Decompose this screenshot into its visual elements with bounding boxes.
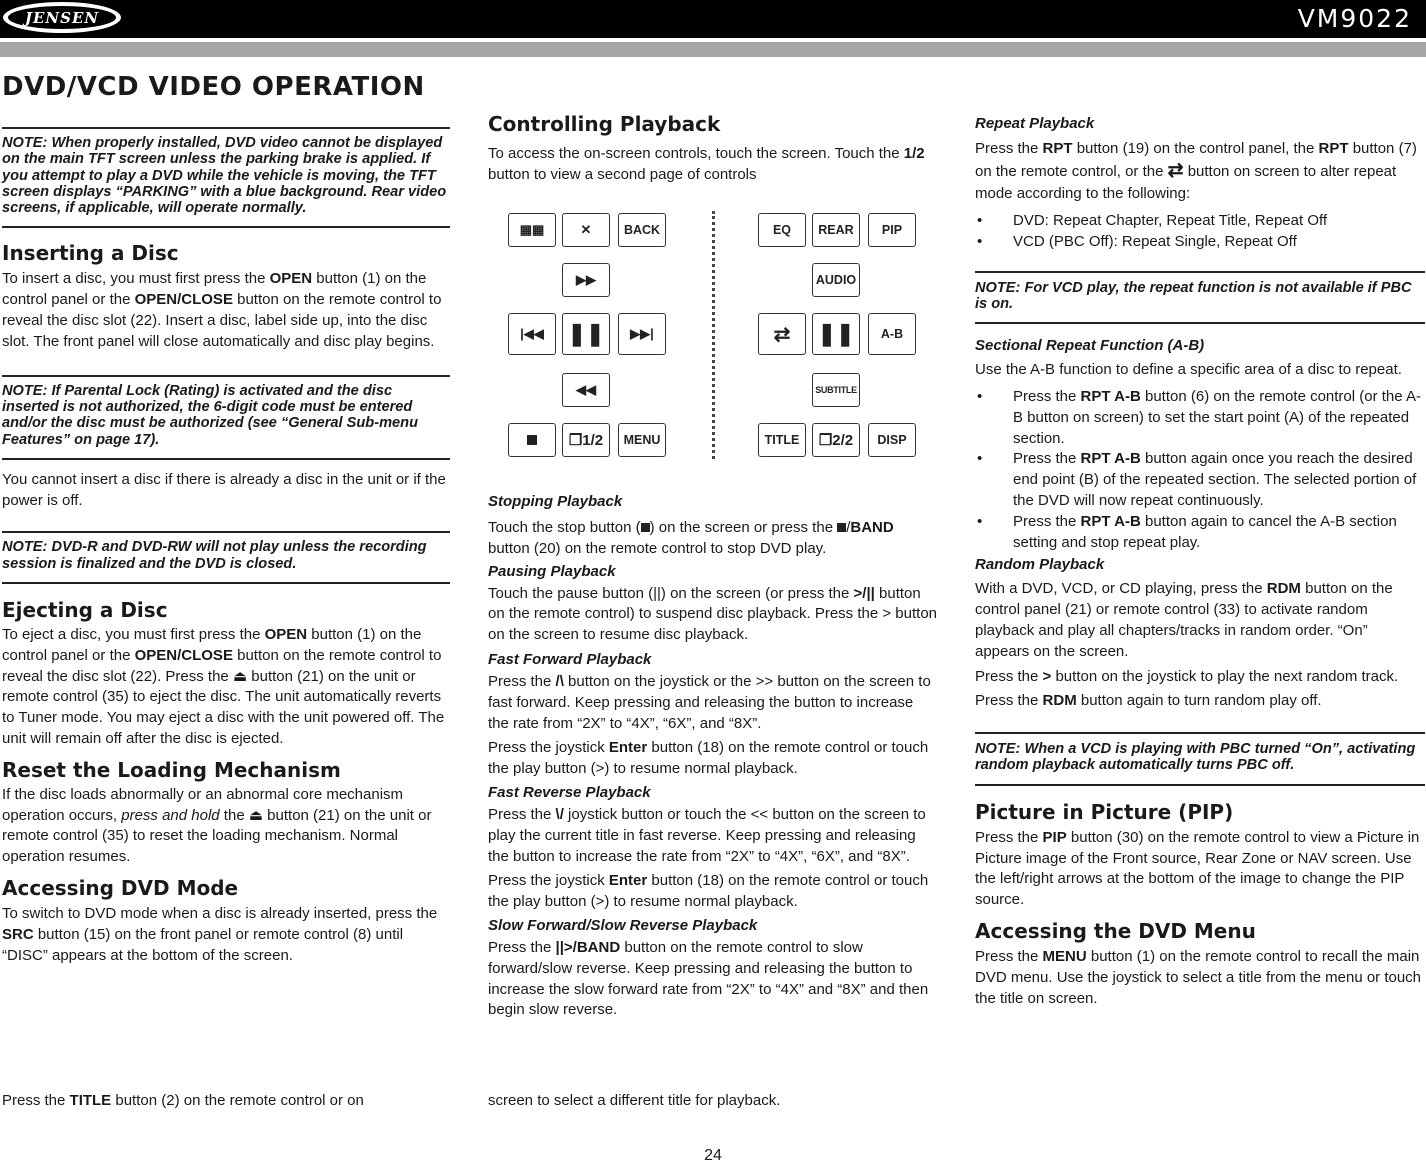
- heading-access-dvd: Accessing DVD Mode: [2, 876, 239, 901]
- cannot-insert-text: You cannot insert a disc if there is already a disc in the unit or if the power is off.: [2, 470, 446, 509]
- fast-forward-resume-text: Press the joystick Enter button (18) on the remote control or touch the play button (>) to resume normal playback.: [488, 739, 929, 778]
- next-icon: ▶▶|: [630, 326, 654, 341]
- col2-bottom-text: screen to select a different title for playback.: [488, 1092, 781, 1109]
- heading-slow: Slow Forward/Slow Reverse Playback: [488, 916, 758, 934]
- page-title: DVD/VCD VIDEO OPERATION: [2, 72, 425, 102]
- list-item: • DVD: Repeat Chapter, Repeat Title, Repeat Off: [975, 211, 1425, 232]
- repeat-text: Press the RPT button (19) on the control panel, the RPT button (7) on the remote control, or the ⇄ button on screen to alter repeat mode according to the following:: [975, 140, 1417, 202]
- ejecting-text: To eject a disc, you must first press the OPEN button (1) on the control panel or the OPEN/CLOSE button on the remote control to reveal the disc slot (22). Press the ⏏ button (21) on the unit or remote control (35) to eject the disc. The unit automatically reverts to Tuner mode. You may eject a disc with the unit powered off. The unit will remain off after the disc is ejected.: [2, 626, 445, 748]
- heading-pip: Picture in Picture (PIP): [975, 799, 1234, 824]
- repeat-icon: ⇄: [773, 323, 791, 346]
- jensen-logo: JENSEN: [3, 2, 121, 33]
- pause-icon: ❚❚: [567, 321, 605, 346]
- heading-pausing: Pausing Playback: [488, 562, 616, 580]
- heading-ejecting: Ejecting a Disc: [2, 598, 168, 623]
- slow-text: Press the ||>/BAND button on the remote control to slow forward/slow reverse. Keep pressing and releasing the button to increase the slow forward rate from “2X” to “4X” and “8X” and then begin slow reverse.: [488, 938, 929, 1019]
- keypad-button[interactable]: [508, 213, 556, 247]
- previous-button[interactable]: [508, 313, 556, 355]
- list-item: • Press the RPT A-B button (6) on the remote control (or the A-B button on screen) to set the start point (A) of the repeated section.: [975, 387, 1425, 449]
- column-2-lower: [488, 492, 938, 1021]
- settings-button[interactable]: [562, 213, 610, 247]
- stop-icon: [641, 523, 650, 532]
- fast-forward-icon: ▶▶: [576, 272, 596, 287]
- repeat-list: [975, 211, 1425, 253]
- reset-text: If the disc loads abnormally or an abnormal core mechanism operation occurs, press and hold the ⏏ button (21) on the unit or remote control (35) to reset the loading mechanism. Normal operation resumes.: [2, 785, 432, 866]
- inserting-text: To insert a disc, you must first press the OPEN button (1) on the control panel or the OPEN/CLOSE button on the remote control to reveal the disc slot (22). Insert a disc, label side up, into the disc slot. The front panel will close automatically and disc play begins.: [2, 270, 442, 350]
- next-button[interactable]: [618, 313, 666, 355]
- audio-button[interactable]: AUDIO: [812, 263, 860, 297]
- ab-button[interactable]: A-B: [868, 313, 916, 355]
- stop-button[interactable]: [508, 423, 556, 457]
- note-parental: NOTE: If Parental Lock (Rating) is activated and the disc inserted is not authorized, the 6-digit code must be entered and/or the disc must be authorized (see “General Sub-menu Features” on page 17).: [2, 375, 450, 460]
- repeat-icon: ⇄: [1167, 160, 1184, 181]
- access-text: To switch to DVD mode when a disc is already inserted, press the SRC button (15) on the front panel or remote control (8) until “DISC” appears at the bottom of the screen.: [2, 905, 438, 964]
- list-item: • VCD (PBC Off): Repeat Single, Repeat Off: [975, 232, 1425, 253]
- controlling-text: To access the on-screen controls, touch the screen. Touch the 1/2 button to view a second page of controls: [488, 145, 925, 183]
- rear-button[interactable]: REAR: [812, 213, 860, 247]
- column-2: [488, 105, 938, 186]
- heading-inserting: Inserting a Disc: [2, 241, 179, 266]
- page-icon: ❐: [568, 432, 583, 449]
- page-icon: ❐: [818, 432, 833, 449]
- heading-random: Random Playback: [975, 556, 1105, 574]
- page-number: 24: [704, 1147, 722, 1164]
- title-button[interactable]: TITLE: [758, 423, 806, 457]
- page-2-button[interactable]: ❐ 2/2: [812, 423, 860, 457]
- heading-controlling: Controlling Playback: [488, 112, 721, 136]
- ab-list: [975, 387, 1425, 553]
- heading-fast-reverse: Fast Reverse Playback: [488, 783, 651, 801]
- pause-button[interactable]: [562, 313, 610, 355]
- pause-icon: ❚❚: [817, 321, 855, 346]
- repeat-button[interactable]: [758, 313, 806, 355]
- model-number: VM9022: [1297, 4, 1412, 33]
- eject-icon: ⏏: [248, 806, 264, 824]
- fast-reverse-text: Press the \/ joystick button or touch the << button on the screen to play the current title in fast reverse. Keep pressing and releasing the button to increase the rate from “2X” to “4X”, “6X”, and “8X”.: [488, 805, 926, 865]
- divider: [712, 211, 715, 459]
- column-1: [2, 105, 450, 966]
- pausing-text: Touch the pause button (||) on the screen (or press the >/|| button on the remote control) to suspend disc playback. Press the > button on the screen to resume disc playback.: [488, 584, 938, 644]
- pip-button[interactable]: PIP: [868, 213, 916, 247]
- note-parking: NOTE: When properly installed, DVD video cannot be displayed on the main TFT screen unless the parking brake is applied. If you attempt to play a DVD while the vehicle is moving, the TFT screen displays “PARKING” with a blue background. Rear video screens, if applicable, will operate normally.: [2, 127, 450, 228]
- heading-repeat: Repeat Playback: [975, 115, 1095, 132]
- page-1-button[interactable]: ❐ 1/2: [562, 423, 610, 457]
- note-vcd-repeat: NOTE: For VCD play, the repeat function is not available if PBC is on.: [975, 271, 1425, 325]
- eject-icon: ⏏: [232, 667, 248, 685]
- random-next-text: Press the > button on the joystick to play the next random track.: [975, 667, 1399, 685]
- menu-button[interactable]: MENU: [618, 423, 666, 457]
- stop-icon: [837, 523, 846, 532]
- fast-forward-button[interactable]: [562, 263, 610, 297]
- heading-dvd-menu: Accessing the DVD Menu: [975, 918, 1256, 943]
- col1-bottom-text: Press the TITLE button (2) on the remote control or on: [2, 1092, 364, 1109]
- heading-ab: Sectional Repeat Function (A-B): [975, 337, 1205, 355]
- previous-icon: |◀◀: [520, 326, 544, 341]
- heading-reset: Reset the Loading Mechanism: [2, 757, 341, 782]
- fast-reverse-resume-text: Press the joystick Enter button (18) on the remote control or touch the play button (>) to resume normal playback.: [488, 872, 929, 911]
- list-item: • Press the RPT A-B button again once you reach the desired end point (B) of the repeated section. The selected portion of the DVD will now repeat continuously.: [975, 449, 1425, 511]
- tools-icon: ✕: [580, 222, 592, 237]
- header-bar: [0, 0, 1426, 38]
- random-text: With a DVD, VCD, or CD playing, press the RDM button on the control panel (21) or remote control (33) to activate random playback and play all chapters/tracks in random order. “On” appears on the screen.: [975, 580, 1393, 660]
- heading-fast-forward: Fast Forward Playback: [488, 650, 652, 668]
- fast-reverse-button[interactable]: [562, 373, 610, 407]
- heading-stopping: Stopping Playback: [488, 493, 623, 510]
- column-3: [975, 105, 1425, 1009]
- list-item: • Press the RPT A-B button again to cancel the A-B section setting and stop repeat play.: [975, 512, 1425, 554]
- subtitle-button[interactable]: SUBTITLE: [812, 373, 860, 407]
- stopping-text: Touch the stop button ( ) on the screen or press the /BAND button (20) on the remote control to stop DVD play.: [488, 519, 894, 557]
- stop-icon: [527, 435, 537, 445]
- ab-intro-text: Use the A-B function to define a specific area of a disc to repeat.: [975, 361, 1402, 379]
- fast-forward-text: Press the /\ button on the joystick or the >> button on the screen to fast forward. Keep pressing and releasing the button to increase the rate from “2X” to “4X”, “6X”, and “8X”.: [488, 672, 931, 732]
- pause-button-2[interactable]: [812, 313, 860, 355]
- note-vcd-pbc: NOTE: When a VCD is playing with PBC turned “On”, activating random playback automatically turns PBC off.: [975, 732, 1425, 786]
- fast-reverse-icon: ◀◀: [576, 382, 596, 397]
- note-dvdr: NOTE: DVD-R and DVD-RW will not play unless the recording session is finalized and the DVD is closed.: [2, 531, 450, 584]
- back-button[interactable]: BACK: [618, 213, 666, 247]
- random-off-text: Press the RDM button again to turn random play off.: [975, 692, 1322, 710]
- dvd-menu-text: Press the MENU button (1) on the remote control to recall the main DVD menu. Use the joystick to select a title from the menu or touch the title on screen.: [975, 947, 1422, 1007]
- header-divider: [0, 42, 1426, 57]
- eq-button[interactable]: EQ: [758, 213, 806, 247]
- keypad-icon: ▦▦: [519, 222, 545, 237]
- pip-text: Press the PIP button (30) on the remote control to view a Picture in Picture image of the Front source, Rear Zone or NAV screen. Use the left/right arrows at the bottom of the image to change the PIP source.: [975, 828, 1420, 909]
- disp-button[interactable]: DISP: [868, 423, 916, 457]
